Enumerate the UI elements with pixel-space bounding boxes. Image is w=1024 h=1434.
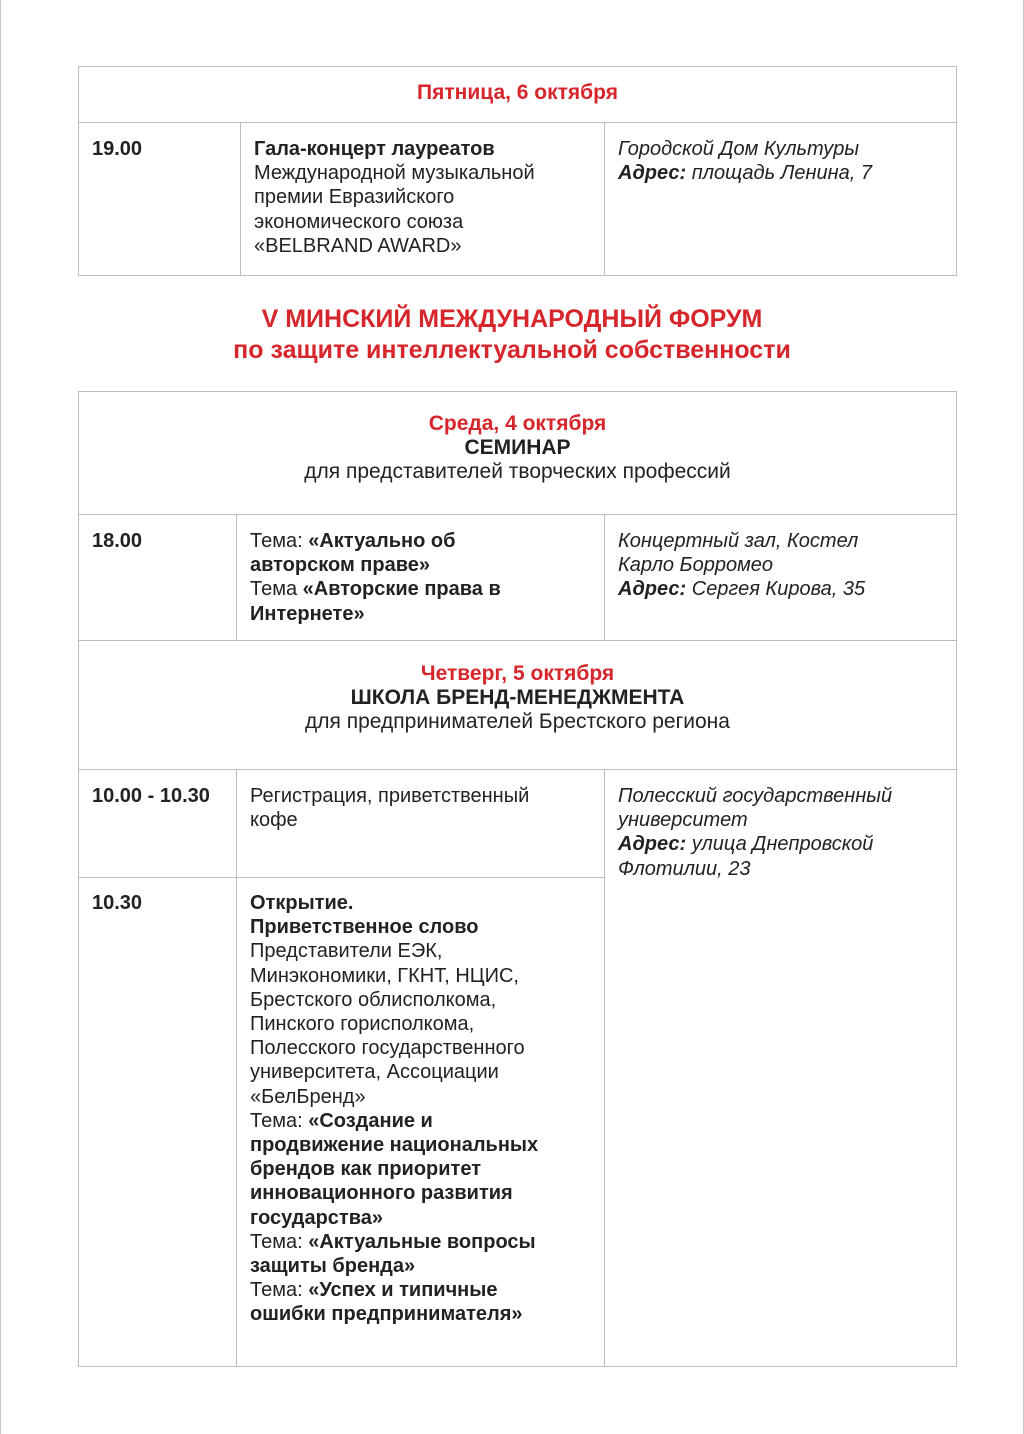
forum-title-block — [0, 304, 1024, 366]
event-description — [237, 878, 605, 1367]
event-time: 10.00 - 10.30 — [79, 770, 237, 878]
topic-prefix: Тема: — [250, 530, 309, 552]
thursday-header-row — [79, 641, 957, 770]
topic-title-line: продвижение национальных — [250, 1134, 539, 1157]
event-title-line: Открытие. — [250, 892, 354, 914]
event-venue — [605, 770, 957, 1367]
topic-title-line: инновационного развития — [250, 1182, 513, 1205]
wednesday-day-heading: Среда, 4 октября — [428, 412, 607, 435]
topic-title-line: защиты бренда» — [250, 1255, 416, 1278]
address-value: Флотилии, 23 — [618, 857, 751, 880]
topic-prefix: Тема — [250, 578, 303, 601]
table-row — [79, 123, 957, 276]
topic-title-line: «Актуально об — [308, 530, 456, 552]
topic-title-line: государства» — [250, 1206, 383, 1229]
forum-title: V МИНСКИЙ МЕЖДУНАРОДНЫЙ ФОРУМ — [261, 305, 763, 333]
wednesday-header — [79, 392, 957, 515]
address-label: Адрес: — [618, 162, 687, 185]
event-desc-line: Минэкономики, ГКНТ, НЦИС, — [250, 964, 519, 987]
venue-name-line: университет — [618, 809, 748, 832]
event-desc-line: премии Евразийского — [254, 186, 455, 209]
wednesday-header-row — [79, 392, 957, 515]
friday-schedule-table — [78, 66, 957, 276]
address-value: площадь Ленина, 7 — [686, 162, 872, 185]
event-desc-line: «BELBRAND AWARD» — [254, 234, 462, 257]
event-venue — [605, 123, 957, 276]
event-desc-line: Регистрация, приветственный — [250, 785, 530, 807]
thursday-day-heading: Четверг, 5 октября — [420, 662, 615, 685]
event-time: 18.00 — [79, 515, 237, 641]
topic-prefix: Тема: — [250, 1109, 309, 1132]
friday-day-heading: Пятница, 6 октября — [79, 67, 957, 123]
event-time: 19.00 — [79, 123, 241, 276]
forum-subtitle: по защите интеллектуальной собственности — [233, 336, 791, 364]
address-value: улица Днепровской — [686, 833, 874, 856]
page-left-edge — [0, 0, 1, 1434]
event-desc-line: университета, Ассоциации — [250, 1061, 499, 1084]
event-desc-line: Брестского облисполкома, — [250, 988, 497, 1011]
table-row — [79, 515, 957, 641]
event-time: 10.30 — [79, 878, 237, 1367]
topic-prefix: Тема: — [250, 1279, 309, 1302]
venue-name-line: Полесский государственный — [618, 785, 893, 807]
address-value: Сергея Кирова, 35 — [686, 578, 866, 601]
wednesday-audience: для представителей творческих профессий — [304, 460, 731, 484]
address-label: Адрес: — [618, 833, 687, 856]
venue-name-line: Концертный зал, Костел — [618, 530, 859, 552]
event-desc-line: Полесского государственного — [250, 1037, 525, 1060]
event-desc-line: «БелБренд» — [250, 1085, 366, 1108]
friday-day-header-row — [79, 67, 957, 123]
topic-title-line: брендов как приоритет — [250, 1158, 482, 1181]
forum-schedule-table — [78, 391, 957, 1367]
event-description — [237, 515, 605, 641]
address-label: Адрес: — [618, 578, 687, 601]
thursday-event-type: ШКОЛА БРЕНД-МЕНЕДЖМЕНТА — [350, 686, 685, 710]
event-description — [241, 123, 605, 276]
topic-title-line: «Создание и — [308, 1109, 433, 1132]
wednesday-event-type: СЕМИНАР — [464, 436, 571, 460]
topic-title-line: Интернете» — [250, 602, 365, 625]
event-title: Гала-концерт лауреатов — [254, 138, 495, 160]
venue-name: Городской Дом Культуры — [618, 138, 860, 160]
topic-title-line: авторском праве» — [250, 554, 430, 577]
topic-title-line: «Авторские права в — [302, 578, 501, 601]
event-desc-line: Международной музыкальной — [254, 162, 535, 185]
event-description — [237, 770, 605, 878]
topic-title-line: «Успех и типичные — [308, 1279, 498, 1302]
event-venue — [605, 515, 957, 641]
topic-title-line: «Актуальные вопросы — [308, 1230, 536, 1253]
topic-prefix: Тема: — [250, 1230, 309, 1253]
table-row — [79, 770, 957, 878]
event-desc-line: кофе — [250, 809, 298, 832]
topic-title-line: ошибки предпринимателя» — [250, 1303, 523, 1326]
venue-name-line: Карло Борромео — [618, 554, 774, 577]
event-title-line: Приветственное слово — [250, 916, 479, 939]
event-desc-line: экономического союза — [254, 210, 464, 233]
thursday-audience: для предпринимателей Брестского региона — [305, 710, 730, 734]
event-desc-line: Представители ЕЭК, — [250, 940, 443, 963]
thursday-header — [79, 641, 957, 770]
event-desc-line: Пинского горисполкома, — [250, 1013, 475, 1036]
